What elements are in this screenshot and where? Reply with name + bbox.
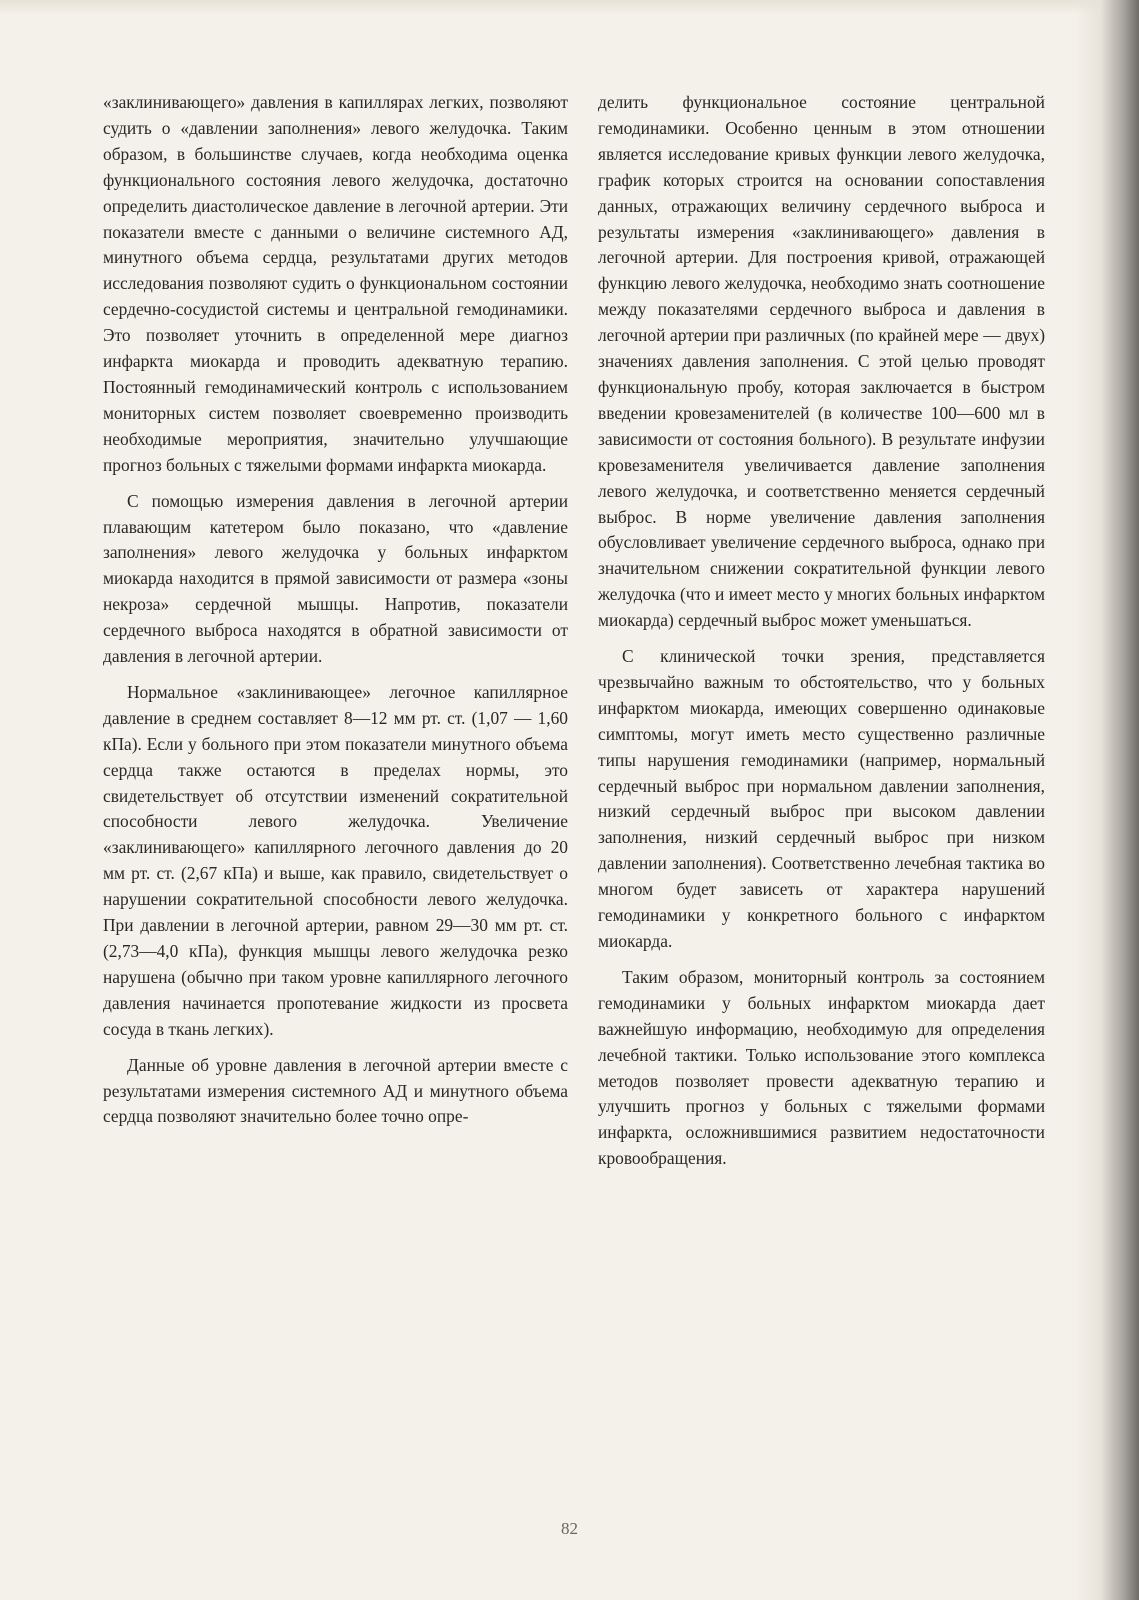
page-binding-shadow [1075, 0, 1139, 1600]
paragraph-right-3: Таким образом, мониторный контроль за состоянием гемодинамики у больных инфарктом миокарда дает важнейшую информацию, необходимую для определения лечебной тактики. Только использование этого комплекса методов позволяет провести адекватную терапию и улучшить прогноз у больных с тяжелыми формами инфаркта, осложнившимися развитием недостаточности кровообращения. [598, 966, 1045, 1169]
page-number: 82 [561, 1519, 578, 1538]
paragraph-left-2: С помощью измерения давления в легочной артерии плавающим катетером было показано, что «давление заполнения» левого желудочка у больных инфарктом миокарда находится в прямой зависимости от размера «зоны некроза» сердечной мышцы. Напротив, показатели сердечного выброса находятся в обратной зависимости от давления в легочной артерии. [103, 490, 568, 667]
paragraph-left-3: Нормальное «заклинивающее» легочное капиллярное давление в среднем составляет 8—12 мм рт. ст. (1,07 — 1,60 кПа). Если у больного при этом показатели минутного объема сердца также остаются в пределах нормы, это свидетельствует об отсутствии изменений сократительной способности левого желудочка. Увеличение «заклинивающего» капиллярного легочного давления до 20 мм рт. ст. (2,67 кПа) и выше, как правило, свидетельствует о нарушении сократительной способности левого желудочка. При давлении в легочной артерии, равном 29—30 мм рт. ст. (2,73—4,0 кПа), функция мышцы левого желудочка резко нарушена (обычно при таком уровне капиллярного легочного давления начинается пропотевание жидкости из просвета сосуда в ткань легких). [103, 681, 568, 1039]
paragraph-left-4: Данные об уровне давления в легочной артерии вместе с результатами измерения системного АД и минутного объема сердца позволяют значительно более точно опре- [103, 1054, 568, 1127]
paragraph-left-1: «заклинивающего» давления в капиллярах легких, позволяют судить о «давлении заполнения» левого желудочка. Таким образом, в большинстве случаев, когда необходима оценка функционального состояния левого желудочка, достаточно определить диастолическое давление в легочной артерии. Эти показатели вместе с данными о величине системного АД, минутного объема сердца, результатами других методов исследования позволяют судить о функциональном состоянии сердечно-сосудистой системы и центральной гемодинамики. Это позволяет уточнить в определенной мере диагноз инфаркта миокарда и проводить адекватную терапию. Постоянный гемодинамический контроль с использованием мониторных систем позволяет своевременно производить необходимые мероприятия, значительно улучшающие прогноз больных с тяжелыми формами инфаркта миокарда. [103, 92, 568, 475]
page-top-shadow [0, 0, 1139, 14]
text-column-left [103, 90, 568, 1140]
text-column-right [598, 90, 1045, 1182]
paragraph-right-2: С клинической точки зрения, представляется чрезвычайно важным то обстоятельство, что у больных инфарктом миокарда, имеющих совершенно одинаковые симптомы, могут иметь место существенно различные типы нарушения гемодинамики (например, нормальный сердечный выброс при нормальном давлении заполнения, низкий сердечный выброс при высоком давлении заполнения, низкий сердечный выброс при низком давлении заполнения). Соответственно лечебная тактика во многом будет зависеть от характера нарушений гемодинамики у конкретного больного с инфарктом миокарда. [598, 646, 1045, 951]
paragraph-right-1: делить функциональное состояние центральной гемодинамики. Особенно ценным в этом отношении является исследование кривых функции левого желудочка, график которых строится на основании сопоставления данных, отражающих величину сердечного выброса и результаты измерения «заклинивающего» давления в легочной артерии. Для построения кривой, отражающей функцию левого желудочка, необходимо знать соотношение между показателями сердечного выброса и давления в легочной артерии при различных (по крайней мере — двух) значениях давления заполнения. С этой целью проводят функциональную пробу, которая заключается в быстром введении кровезаменителей (в количестве 100—600 мл в зависимости от состояния больного). В результате инфузии кровезаменителя увеличивается давление заполнения левого желудочка, и соответственно меняется сердечный выброс. В норме увеличение давления заполнения обусловливает увеличение сердечного выброса, однако при значительном снижении сократительной функции левого желудочка (что и имеет место у многих больных инфарктом миокарда) сердечный выброс может уменьшаться. [598, 92, 1045, 631]
